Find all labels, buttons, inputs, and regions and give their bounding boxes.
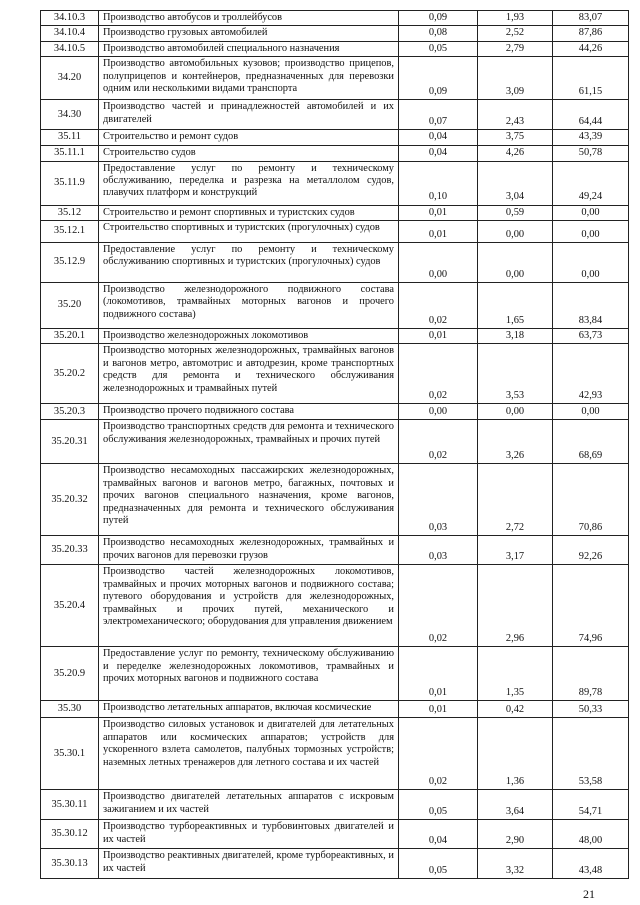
table-row (41, 130, 629, 145)
table-row (41, 565, 629, 647)
table-row (41, 145, 629, 161)
row-code: 35.11.9 (41, 161, 99, 205)
row-value-2: 1,36 (478, 718, 553, 790)
table-row (41, 718, 629, 790)
row-description: Производство частей железнодорожных локомотивов, трамвайных и прочих моторных вагонов и подвижного состава; путевого оборудования и устройств для железнодорожных, трамвайных и прочих путей, механического и электромеханического; оборудования для управления движением (99, 565, 399, 647)
row-value-3: 43,39 (553, 130, 629, 145)
row-value-2: 2,72 (478, 464, 553, 536)
table-row (41, 41, 629, 56)
row-value-3: 0,00 (553, 243, 629, 283)
table-row (41, 205, 629, 220)
row-value-1: 0,02 (399, 420, 478, 464)
row-value-1: 0,00 (399, 404, 478, 420)
table-row (41, 820, 629, 849)
row-value-3: 53,58 (553, 718, 629, 790)
page-number: 21 (583, 887, 595, 901)
row-description: Производство автобусов и троллейбусов (99, 11, 399, 26)
row-value-1: 0,02 (399, 718, 478, 790)
row-code: 35.12.9 (41, 243, 99, 283)
row-value-1: 0,02 (399, 283, 478, 329)
row-description: Производство автомобилей специального назначения (99, 41, 399, 56)
row-value-3: 50,78 (553, 145, 629, 161)
row-value-2: 3,18 (478, 329, 553, 344)
row-value-2: 0,00 (478, 221, 553, 243)
row-value-3: 74,96 (553, 565, 629, 647)
row-description: Предоставление услуг по ремонту, техническому обслуживанию и переделке железнодорожных локомотивов, трамвайных и прочих моторных вагонов и подвижного состава (99, 647, 399, 701)
row-code: 35.30.11 (41, 790, 99, 820)
row-code: 34.20 (41, 57, 99, 100)
row-code: 35.20.33 (41, 536, 99, 565)
table-body (41, 11, 629, 879)
table-row (41, 161, 629, 205)
row-description: Производство реактивных двигателей, кроме турбореактивных, и их частей (99, 849, 399, 879)
table-row (41, 849, 629, 879)
row-value-1: 0,01 (399, 329, 478, 344)
row-code: 35.11.1 (41, 145, 99, 161)
row-value-1: 0,01 (399, 221, 478, 243)
row-value-3: 48,00 (553, 820, 629, 849)
row-code: 34.10.3 (41, 11, 99, 26)
row-value-1: 0,05 (399, 41, 478, 56)
row-value-1: 0,09 (399, 57, 478, 100)
row-value-1: 0,03 (399, 536, 478, 565)
row-value-3: 54,71 (553, 790, 629, 820)
row-description: Производство прочего подвижного состава (99, 404, 399, 420)
row-code: 35.20.3 (41, 404, 99, 420)
row-value-2: 1,35 (478, 647, 553, 701)
row-value-1: 0,07 (399, 100, 478, 130)
row-value-2: 1,93 (478, 11, 553, 26)
row-value-3: 50,33 (553, 701, 629, 718)
row-description: Предоставление услуг по ремонту и техническому обслуживанию спортивных и туристских (прогулочных) судов (99, 243, 399, 283)
row-value-1: 0,01 (399, 647, 478, 701)
row-value-2: 3,53 (478, 344, 553, 404)
row-code: 35.20.2 (41, 344, 99, 404)
row-value-3: 0,00 (553, 205, 629, 220)
row-description: Строительство спортивных и туристских (прогулочных) судов (99, 221, 399, 243)
row-value-3: 0,00 (553, 404, 629, 420)
row-description: Производство силовых установок и двигателей для летательных аппаратов или космических аппаратов; устройств для ускоренного взлета самолетов, палубных тормозных устройств; наземных летных тренажеров для летного состава и их частей (99, 718, 399, 790)
row-description: Производство двигателей летательных аппаратов с искровым зажиганием и их частей (99, 790, 399, 820)
row-value-2: 3,04 (478, 161, 553, 205)
row-code: 35.11 (41, 130, 99, 145)
row-description: Строительство судов (99, 145, 399, 161)
row-description: Строительство и ремонт спортивных и туристских судов (99, 205, 399, 220)
row-value-3: 83,84 (553, 283, 629, 329)
row-description: Предоставление услуг по ремонту и техническому обслуживанию, переделка и разрезка на металлолом судов, плавучих платформ и конструкций (99, 161, 399, 205)
row-value-2: 4,26 (478, 145, 553, 161)
row-value-1: 0,04 (399, 145, 478, 161)
row-value-3: 64,44 (553, 100, 629, 130)
table-row (41, 464, 629, 536)
row-value-3: 61,15 (553, 57, 629, 100)
row-value-2: 2,43 (478, 100, 553, 130)
row-value-3: 68,69 (553, 420, 629, 464)
row-code: 35.20.32 (41, 464, 99, 536)
row-value-1: 0,02 (399, 565, 478, 647)
row-code: 35.12.1 (41, 221, 99, 243)
table-row (41, 11, 629, 26)
row-description: Производство турбореактивных и турбовинтовых двигателей и их частей (99, 820, 399, 849)
row-description: Производство грузовых автомобилей (99, 26, 399, 41)
table-row (41, 536, 629, 565)
row-code: 35.20.4 (41, 565, 99, 647)
row-value-2: 3,32 (478, 849, 553, 879)
row-code: 35.30.13 (41, 849, 99, 879)
table-row (41, 329, 629, 344)
row-value-1: 0,05 (399, 790, 478, 820)
row-code: 35.20 (41, 283, 99, 329)
row-value-3: 43,48 (553, 849, 629, 879)
row-value-3: 42,93 (553, 344, 629, 404)
row-code: 34.10.5 (41, 41, 99, 56)
row-value-3: 0,00 (553, 221, 629, 243)
row-value-1: 0,00 (399, 243, 478, 283)
row-value-2: 0,59 (478, 205, 553, 220)
table-row (41, 647, 629, 701)
row-description: Производство частей и принадлежностей автомобилей и их двигателей (99, 100, 399, 130)
row-value-1: 0,03 (399, 464, 478, 536)
table-row (41, 243, 629, 283)
row-value-3: 89,78 (553, 647, 629, 701)
row-value-1: 0,01 (399, 205, 478, 220)
row-code: 35.30 (41, 701, 99, 718)
row-description: Производство несамоходных железнодорожных, трамвайных и прочих вагонов для перевозки грузов (99, 536, 399, 565)
table-row (41, 701, 629, 718)
row-description: Производство транспортных средств для ремонта и технического обслуживания железнодорожных, трамвайных и прочих путей (99, 420, 399, 464)
row-value-3: 49,24 (553, 161, 629, 205)
row-value-1: 0,05 (399, 849, 478, 879)
row-code: 35.20.9 (41, 647, 99, 701)
row-value-2: 2,96 (478, 565, 553, 647)
row-value-1: 0,09 (399, 11, 478, 26)
row-value-2: 3,17 (478, 536, 553, 565)
table-row (41, 344, 629, 404)
row-description: Строительство и ремонт судов (99, 130, 399, 145)
table-row (41, 57, 629, 100)
row-value-2: 3,26 (478, 420, 553, 464)
table-row (41, 26, 629, 41)
row-value-1: 0,02 (399, 344, 478, 404)
row-code: 34.10.4 (41, 26, 99, 41)
row-value-2: 2,52 (478, 26, 553, 41)
row-value-2: 3,64 (478, 790, 553, 820)
row-value-1: 0,08 (399, 26, 478, 41)
row-value-3: 63,73 (553, 329, 629, 344)
row-value-3: 70,86 (553, 464, 629, 536)
row-value-1: 0,10 (399, 161, 478, 205)
row-value-2: 3,75 (478, 130, 553, 145)
row-value-3: 92,26 (553, 536, 629, 565)
row-value-2: 3,09 (478, 57, 553, 100)
row-value-3: 87,86 (553, 26, 629, 41)
row-value-2: 0,00 (478, 243, 553, 283)
row-value-2: 0,00 (478, 404, 553, 420)
row-description: Производство автомобильных кузовов; производство прицепов, полуприцепов и контейнеров, предназначенных для перевозки одним или несколькими видами транспорта (99, 57, 399, 100)
row-value-3: 83,07 (553, 11, 629, 26)
row-code: 35.12 (41, 205, 99, 220)
row-value-2: 0,42 (478, 701, 553, 718)
row-code: 35.20.31 (41, 420, 99, 464)
row-description: Производство железнодорожного подвижного состава (локомотивов, трамвайных моторных вагонов и прочего подвижного состава) (99, 283, 399, 329)
row-value-2: 2,79 (478, 41, 553, 56)
table-row (41, 420, 629, 464)
row-value-1: 0,01 (399, 701, 478, 718)
row-value-2: 2,90 (478, 820, 553, 849)
row-value-1: 0,04 (399, 820, 478, 849)
row-value-2: 1,65 (478, 283, 553, 329)
row-code: 34.30 (41, 100, 99, 130)
row-code: 35.30.1 (41, 718, 99, 790)
row-description: Производство моторных железнодорожных, трамвайных вагонов и вагонов метро, автомотрис и автодрезин, кроме транспортных средств для ремонта и технического обслуживания железнодорожных и трамвайных путей (99, 344, 399, 404)
table-row (41, 404, 629, 420)
row-code: 35.30.12 (41, 820, 99, 849)
row-description: Производство несамоходных пассажирских железнодорожных, трамвайных вагонов и вагонов метро, багажных, почтовых и прочих вагонов специального назначения, кроме вагонов, предназначенных для ремонта и технического обслуживания путей (99, 464, 399, 536)
table-row (41, 100, 629, 130)
table-row (41, 790, 629, 820)
table-row (41, 221, 629, 243)
row-description: Производство летательных аппаратов, включая космические (99, 701, 399, 718)
indicators-table (40, 10, 629, 879)
table-row (41, 283, 629, 329)
row-description: Производство железнодорожных локомотивов (99, 329, 399, 344)
row-value-3: 44,26 (553, 41, 629, 56)
row-code: 35.20.1 (41, 329, 99, 344)
row-value-1: 0,04 (399, 130, 478, 145)
